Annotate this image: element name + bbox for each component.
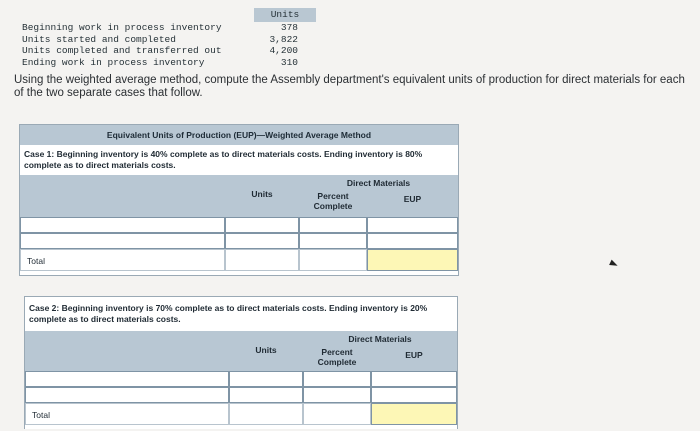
case1-row2-eup-input[interactable] xyxy=(367,233,458,249)
case1-row1-percent-input[interactable] xyxy=(299,217,367,233)
case2-row1-description-input[interactable] xyxy=(25,371,229,387)
case1-total-percent xyxy=(299,249,367,271)
case2-row2-percent-input[interactable] xyxy=(303,387,371,403)
case2-description: Case 2: Beginning inventory is 70% complete as to direct materials costs. Ending inventory is 20% complete as to direct materials costs. xyxy=(25,297,457,331)
data-labels xyxy=(22,22,222,68)
case2-total-label: Total xyxy=(25,403,229,425)
case1-total-eup-input[interactable] xyxy=(367,249,458,271)
case2-total-eup-input[interactable] xyxy=(371,403,457,425)
case2-total-units xyxy=(229,403,303,425)
row-label-ending-wip: Ending work in process inventory xyxy=(22,56,205,68)
case2-row1-eup-input[interactable] xyxy=(371,371,457,387)
case1-header-direct-materials: Direct Materials xyxy=(299,175,458,189)
case2-row1-percent-input[interactable] xyxy=(303,371,371,387)
case2-header-blank xyxy=(25,331,229,371)
row-label-beginning-wip: Beginning work in process inventory xyxy=(22,22,222,33)
units-header: Units xyxy=(254,8,316,22)
case2-row2-description-input[interactable] xyxy=(25,387,229,403)
value-ending-wip: 310 xyxy=(280,56,298,68)
case2-grid xyxy=(25,331,457,431)
row-label-started-completed: Units started and completed xyxy=(22,33,176,45)
case2-panel xyxy=(24,296,458,429)
case1-row2-units-input[interactable] xyxy=(225,233,299,249)
case1-row1-units-input[interactable] xyxy=(225,217,299,233)
case1-total-label: Total xyxy=(20,249,225,271)
value-started-completed: 3,822 xyxy=(269,33,298,45)
case1-header-blank xyxy=(20,175,225,217)
given-data-box xyxy=(16,8,316,66)
case2-row2-units-input[interactable] xyxy=(229,387,303,403)
case1-row1-description-input[interactable] xyxy=(20,217,225,233)
case1-row2-description-input[interactable] xyxy=(20,233,225,249)
case1-grid xyxy=(20,175,458,275)
case2-row2-eup-input[interactable] xyxy=(371,387,457,403)
units-column xyxy=(254,8,316,66)
table-title: Equivalent Units of Production (EUP)—Weighted Average Method xyxy=(20,125,458,145)
value-beginning-wip: 378 xyxy=(280,22,298,33)
case1-panel xyxy=(19,124,459,276)
case1-row1-eup-input[interactable] xyxy=(367,217,458,233)
value-completed-transferred: 4,200 xyxy=(269,45,298,56)
case2-header-percent: Percent Complete xyxy=(303,345,371,371)
case2-header-direct-materials: Direct Materials xyxy=(303,331,457,345)
case1-row2-percent-input[interactable] xyxy=(299,233,367,249)
case2-header-units: Units xyxy=(229,331,303,371)
case2-total-percent xyxy=(303,403,371,425)
case1-header-eup: EUP xyxy=(367,189,458,217)
case1-header-units: Units xyxy=(225,175,299,217)
case2-row1-units-input[interactable] xyxy=(229,371,303,387)
mouse-cursor-icon xyxy=(609,260,619,269)
case1-total-units xyxy=(225,249,299,271)
case1-description: Case 1: Beginning inventory is 40% complete as to direct materials costs. Ending inventory is 80% complete as to direct materials costs. xyxy=(20,145,458,175)
case1-header-percent: Percent Complete xyxy=(299,189,367,217)
case2-header-eup: EUP xyxy=(371,345,457,371)
instruction-text: Using the weighted average method, compute the Assembly department's equivalent units of production for direct materials for each of the two separate cases that follow. xyxy=(14,74,685,99)
row-label-completed-transferred: Units completed and transferred out xyxy=(22,45,222,56)
